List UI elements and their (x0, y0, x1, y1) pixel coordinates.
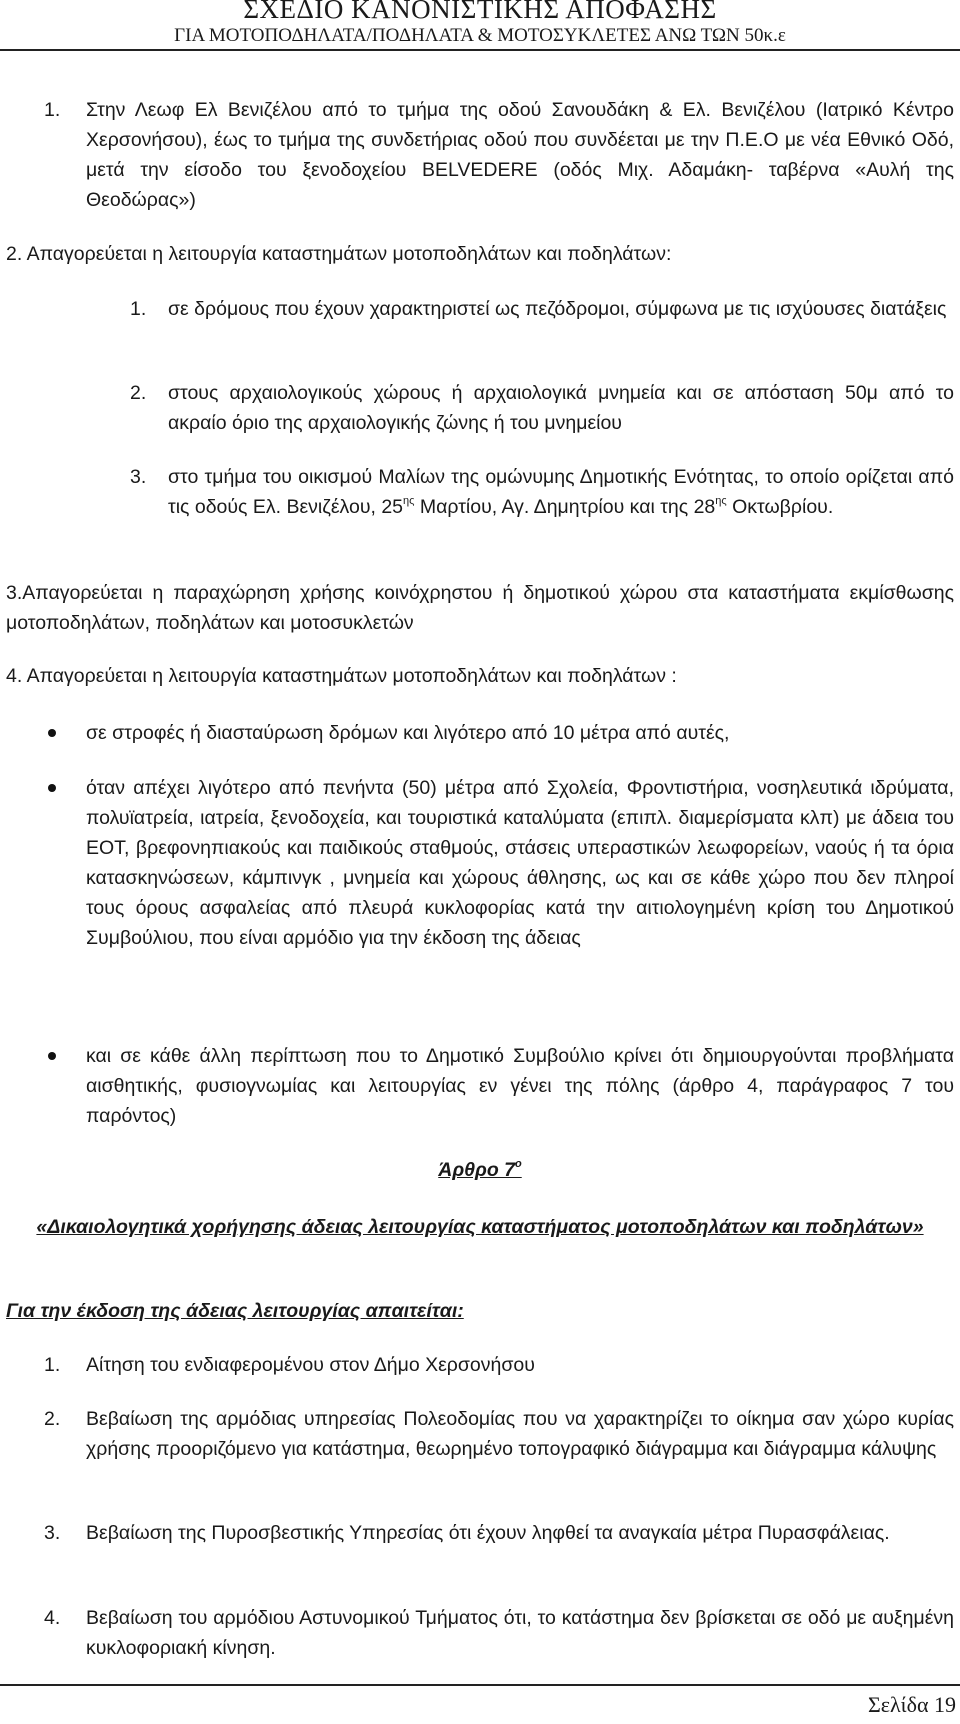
requirements-heading: Για την έκδοση της άδειας λειτουργίας απαιτείται: (6, 1300, 464, 1322)
document-title: ΣΧΕΔΙΟ ΚΑΝΟΝΙΣΤΙΚΗΣ ΑΠΟΦΑΣΗΣ (243, 0, 717, 24)
section-heading: 2. Απαγορεύεται η λειτουργία καταστημάτων μοτοποδηλάτων και ποδηλάτων: (6, 243, 672, 265)
section-paragraph: 3.Απαγορεύεται η παραχώρηση χρήσης κοινόχρηστου ή δημοτικού χώρου στα καταστήματα εκμίσθωσης μοτοποδηλάτων, ποδηλάτων και μοτοσυκλετών (6, 582, 954, 634)
list-item-text: Βεβαίωση της Πυροσβεστικής Υπηρεσίας ότι έχουν ληφθεί τα αναγκαία μέτρα Πυρασφάλειας. (86, 1522, 890, 1544)
bullet-item-text: σε στροφές ή διασταύρωση δρόμων και λιγότερο από 10 μέτρα από αυτές, (86, 722, 730, 744)
list-number: 1. (130, 298, 147, 320)
list-number: 2. (130, 382, 147, 404)
list-item-text: στο τμήμα του οικισμού Μαλίων της ομώνυμης Δημοτικής Ενότητας, το οποίο ορίζεται από τις οδούς Ελ. Βενιζέλου, $25^{\eta\varsigma}$ Μαρτίου, Αγ. Δημητρίου και της $28^{\eta\varsigma}$ Οκτωβρίου. (168, 466, 954, 518)
bullet-item-text: και σε κάθε άλλη περίπτωση που το Δημοτικό Συμβούλιο κρίνει ότι δημιουργούνται προβλήματα αισθητικής, φυσιογνωμίας και λειτουργίας εν γένει της πόλης (άρθρο 4, παράγραφος 7 του παρόντος) (86, 1045, 954, 1127)
article-subtitle: «Δικαιολογητικά χορήγησης άδειας λειτουργίας καταστήματος μοτοποδηλάτων και ποδηλάτων» (36, 1216, 924, 1238)
list-item-text: σε δρόμους που έχουν χαρακτηριστεί ως πεζόδρομοι, σύμφωνα με τις ισχύουσες διατάξεις (168, 298, 947, 320)
article-title: Άρθρο $7^o$ (438, 1158, 522, 1181)
list-number: 1. (44, 1354, 61, 1376)
bullet-icon (48, 784, 56, 792)
footer-rule (0, 1684, 960, 1686)
list-item-text: στους αρχαιολογικούς χώρους ή αρχαιολογικά μνημεία και σε απόσταση 50μ από το ακραίο όριο της αρχαιολογικής ζώνης ή του μνημείου (168, 382, 954, 434)
list-number: 4. (44, 1607, 61, 1629)
list-number: 2. (44, 1408, 61, 1430)
list-item-text: Βεβαίωση του αρμόδιου Αστυνομικού Τμήματος ότι, το κατάστημα δεν βρίσκεται σε οδό με αυξημένη κυκλοφοριακή κίνηση. (86, 1607, 954, 1659)
bullet-item-text: όταν απέχει λιγότερο από πενήντα (50) μέτρα από Σχολεία, Φροντιστήρια, νοσηλευτικά ιδρύματα, πολυϊατρεία, ιατρεία, ξενοδοχεία, και τουριστικά καταλύματα (επιπλ. διαμερίσματα κλπ) με άδεια του ΕΟΤ, βρεφονηπιακούς και παιδικούς σταθμούς, στάσεις υπεραστικών λεωφορείων, ναούς ή τα όρια κατασκηνώσεων, κάμπινγκ , μνημεία και χώρους άθλησης, ως και σε κάθε χώρο που δεν πληροί τους όρους ασφαλείας από πλευρά κυκλοφορίας κατά την αιτιολογημένη κρίση του Δημοτικού Συμβούλιου, που είναι αρμόδιο για την έκδοση της άδειας (86, 777, 954, 949)
page-number: Σελίδα 19 (867, 1692, 956, 1717)
list-number: 1. (44, 99, 61, 121)
header-rule (0, 49, 960, 51)
list-number: 3. (130, 466, 147, 488)
list-number: 3. (44, 1522, 61, 1544)
list-item-text: Στην Λεωφ Ελ Βενιζέλου από το τμήμα της οδού Σανουδάκη & Ελ. Βενιζέλου (Ιατρικό Κέντρο Χερσονήσου), έως το τμήμα της συνδετήριας οδού που συνδέεται με την Π.Ε.Ο με νέα Εθνικό Οδό, μετά την είσοδο του ξενοδοχείου BELVEDERE (οδός Μιχ. Αδαμάκη- ταβέρνα «Αυλή της Θεοδώρας») (86, 99, 954, 211)
list-item-text: Αίτηση του ενδιαφερομένου στον Δήμο Χερσονήσου (86, 1354, 535, 1376)
document-subtitle: ΓΙΑ ΜΟΤΟΠΟΔΗΛΑΤΑ/ΠΟΔΗΛΑΤΑ & ΜΟΤΟΣΥΚΛΕΤΕΣ ΑΝΩ ΤΩΝ 50κ.ε (174, 25, 786, 46)
bullet-icon (48, 729, 56, 737)
bullet-icon (48, 1052, 56, 1060)
section-heading: 4. Απαγορεύεται η λειτουργία καταστημάτων μοτοποδηλάτων και ποδηλάτων : (6, 665, 677, 687)
list-item-text: Βεβαίωση της αρμόδιας υπηρεσίας Πολεοδομίας που να χαρακτηρίζει το οίκημα σαν χώρο κυρίας χρήσης προοριζόμενο για κατάστημα, θεωρημένο τοπογραφικό διάγραμμα και διάγραμμα κάλυψης (86, 1408, 954, 1460)
document-header (0, 0, 960, 48)
